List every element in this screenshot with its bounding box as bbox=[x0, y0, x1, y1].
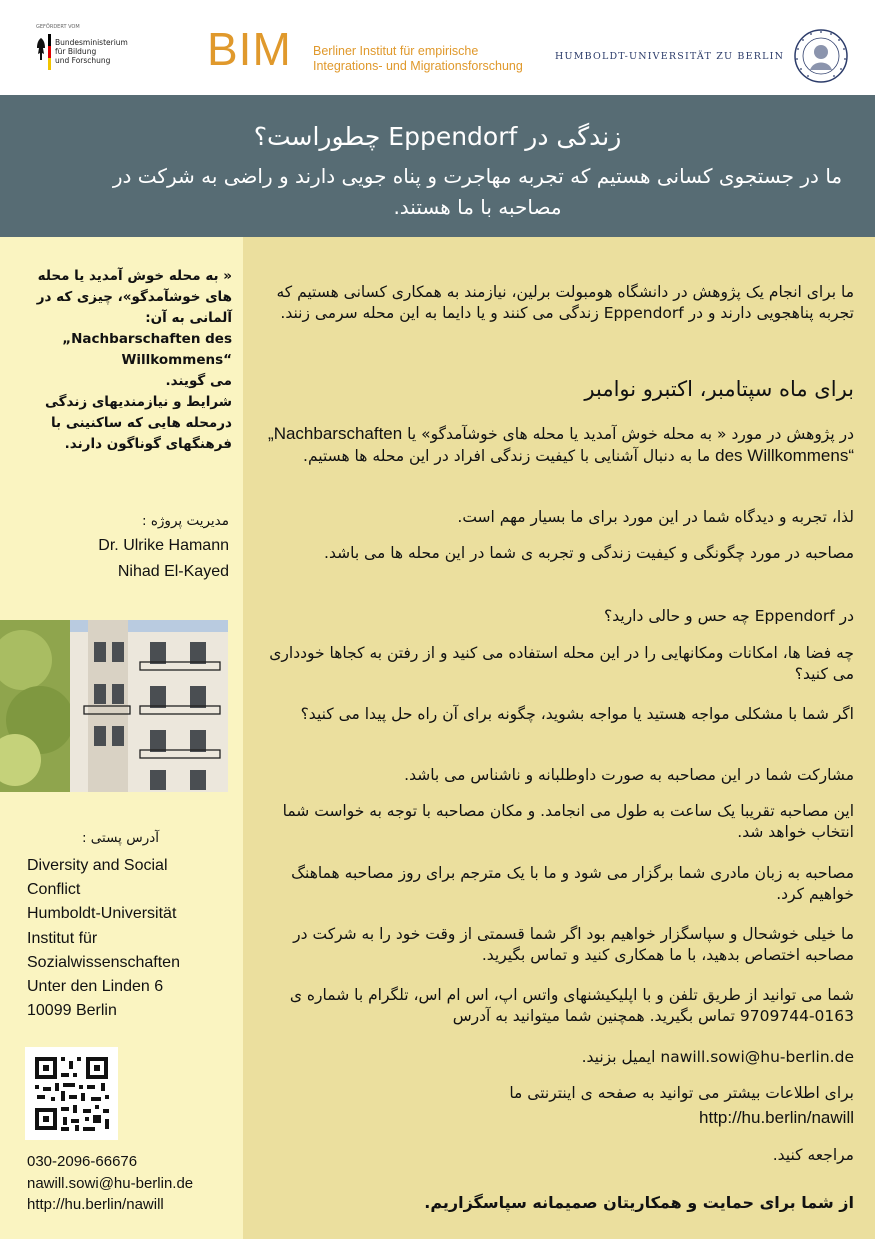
intro-line-1: « به محله خوش آمدید یا محله های خوشآمدگو»، چیزی که در آلمانی به آن: bbox=[36, 268, 232, 326]
refer-line: مراجعه کنید. bbox=[772, 1146, 854, 1164]
contact-block bbox=[27, 1151, 242, 1216]
project-manager-1: Dr. Ulrike Hamann bbox=[98, 537, 229, 554]
bmbf-name: Bundesministerium für Bildung und Forschung bbox=[55, 38, 128, 65]
research-german-term: „Nachbarschaften des Willkommens“ bbox=[268, 424, 854, 465]
qr-code[interactable] bbox=[25, 1047, 118, 1140]
participation-paragraph: مشارکت شما در این مصاحبه به صورت داوطلبانه و ناشناس می باشد. bbox=[404, 766, 854, 784]
bmbf-funded-label: GEFÖRDERT VOM bbox=[36, 24, 80, 30]
address-line: Sozialwissenschaften bbox=[27, 953, 180, 971]
address-line: Institut für bbox=[27, 929, 98, 947]
federal-eagle-icon bbox=[36, 34, 46, 70]
header bbox=[0, 0, 875, 95]
question-3: اگر شما با مشکلی مواجه هستید یا مواجه بشوید، چگونه برای آن راه حل پیدا می کنید؟ bbox=[300, 705, 854, 723]
question-2: چه فضا ها، امکانات ومکانهایی را در این محله استفاده می کنید و از رفتن به کجاها خودداری می کنید؟ bbox=[269, 644, 854, 683]
website-url[interactable]: http://hu.berlin/nawill bbox=[699, 1108, 854, 1127]
address-line: Diversity and Social bbox=[27, 857, 168, 874]
language-paragraph: مصاحبه به زبان مادری شما برگزار می شود و ما با یک مترجم برای روز مصاحبه هماهنگ خواهیم کرد. bbox=[291, 864, 854, 903]
intro-line-4: شرایط و نیازمندیهای زندگی درمحله هایی که ساکنینی با فرهنگهای گوناگون دارند. bbox=[45, 394, 232, 452]
main-content bbox=[243, 237, 875, 1239]
project-management-label: مدیریت پروژه : bbox=[142, 513, 229, 529]
intro-german-term: „Nachbarschaften des Willkommens“ bbox=[62, 331, 232, 368]
research-text-c: ما به دنبال آشنایی با کیفیت زندگی افراد در این محله ها هستیم. bbox=[303, 447, 711, 465]
page-title: زندگی در Eppendorf چطوراست؟ bbox=[253, 122, 622, 151]
interview-topic-paragraph: مصاحبه در مورد چگونگی و کیفیت زندگی و تجربه ی شما در این محله ها می باشد. bbox=[324, 544, 854, 562]
address-line: Humboldt-Universität bbox=[27, 905, 177, 923]
period-heading: برای ماه سپتامبر، اکتبرو نوامبر bbox=[584, 377, 854, 401]
phone-number: 030-2096-66676 bbox=[27, 1153, 138, 1170]
website-link[interactable]: http://hu.berlin/nawill bbox=[27, 1196, 164, 1213]
email-line: nawill.sowi@hu-berlin.de ایمیل بزنید. bbox=[581, 1048, 854, 1066]
thanks-line: از شما برای حمایت و همکاریتان صمیمانه سپاسگزاریم. bbox=[424, 1193, 854, 1212]
importance-paragraph: لذا، تجربه و دیدگاه شما در این مورد برای ما بسیار مهم است. bbox=[457, 508, 854, 526]
hu-seal-icon bbox=[793, 28, 849, 84]
duration-paragraph: این مصاحبه تقریبا یک ساعت به طول می انجامد. و مکان مصاحبه با توجه به خواست شما انتخاب خواهد شد. bbox=[282, 802, 854, 841]
building-photo bbox=[0, 620, 228, 792]
research-text-a: در پژوهش در مورد « به محله خوش آمدید یا محله های خوشآمدگو» یا bbox=[407, 425, 854, 443]
bim-logo: BIM bbox=[207, 23, 292, 75]
sidebar bbox=[0, 237, 243, 1239]
title-band bbox=[0, 95, 875, 237]
address-line: 10099 Berlin bbox=[27, 1002, 117, 1020]
address-line: Conflict bbox=[27, 881, 81, 899]
postal-address-label: آدرس پستی : bbox=[81, 830, 159, 846]
hu-name: HUMBOLDT-UNIVERSITÄT ZU BERLIN bbox=[555, 51, 785, 62]
contact-paragraph: شما می توانید از طریق تلفن و با اپلیکیشنهای واتس اپ، اس ام اس، تلگرام با شماره ی 0163-9709744 تماس بگیرید. همچنین شما میتوانید به آدرس bbox=[289, 986, 854, 1025]
intro-line-3: می گویند. bbox=[165, 373, 232, 389]
more-info-line: برای اطلاعات بیشتر می توانید به صفحه ی اینترنتی ما bbox=[509, 1084, 854, 1102]
project-intro bbox=[16, 266, 232, 455]
appreciation-paragraph: ما خیلی خوشحال و سپاسگزار خواهیم بود اگر شما قسمتی از وقت خود را به شرکت در مصاحبه اختصاص بدهید، با ما همکاری کنید و تماس بگیرید. bbox=[293, 925, 854, 964]
intro-paragraph: ما برای انجام یک پژوهش در دانشگاه هومبولت برلین، نیازمند به همکاری کسانی هستیم که تجربه پناهجویی دارند و در Eppendorf زندگی می کنند و یا دایما به این محله سرمی زنند. bbox=[276, 283, 854, 322]
research-paragraph bbox=[267, 423, 854, 467]
address-line: Unter den Linden 6 bbox=[27, 978, 164, 996]
email-link[interactable]: nawill.sowi@hu-berlin.de bbox=[27, 1174, 194, 1192]
bim-full-name: Berliner Institut für empirische Integrations- und Migrationsforschung bbox=[313, 44, 523, 73]
page-subtitle: ما در جستجوی کسانی هستیم که تجربه مهاجرت و پناه جویی دارند و راضی به شرکت در مصاحبه با ما هستند. bbox=[112, 164, 843, 219]
postal-address bbox=[27, 854, 237, 1023]
bmbf-logo bbox=[28, 20, 138, 80]
german-flag-stripe bbox=[48, 34, 51, 70]
project-manager-2: Nihad El-Kayed bbox=[117, 563, 229, 580]
question-1: در Eppendorf چه حس و حالی دارید؟ bbox=[604, 607, 854, 625]
